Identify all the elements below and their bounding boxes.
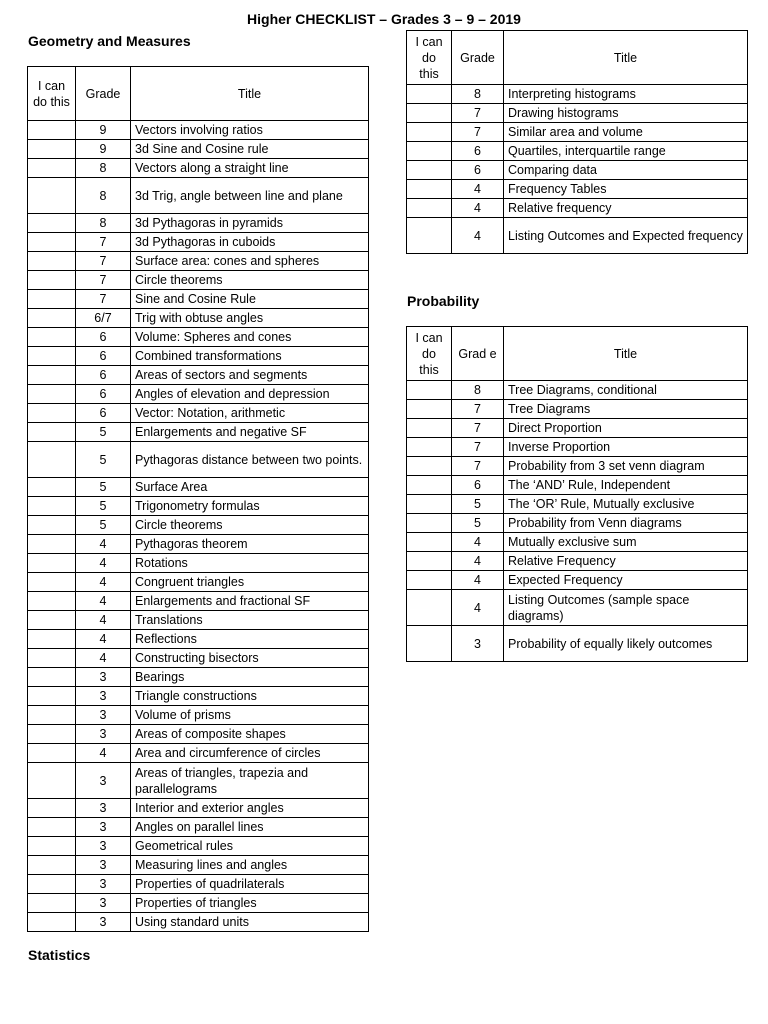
grade-cell: 5 — [76, 516, 131, 535]
topic-title-cell: Using standard units — [131, 913, 369, 932]
grade-cell: 4 — [452, 180, 504, 199]
table-row — [407, 381, 748, 400]
grade-cell: 3 — [76, 725, 131, 744]
table-row — [28, 140, 369, 159]
grade-cell: 3 — [76, 894, 131, 913]
grade-cell: 7 — [452, 123, 504, 142]
i-can-do-this-checkbox[interactable] — [407, 104, 452, 123]
grade-cell: 6 — [452, 142, 504, 161]
i-can-do-this-checkbox[interactable] — [407, 400, 452, 419]
topic-title-cell: Surface Area — [131, 478, 369, 497]
grade-cell: 5 — [452, 514, 504, 533]
topic-title-cell: Area and circumference of circles — [131, 744, 369, 763]
grade-cell: 7 — [76, 252, 131, 271]
table-row — [28, 744, 369, 763]
topic-title-cell: Areas of composite shapes — [131, 725, 369, 744]
i-can-do-this-checkbox[interactable] — [28, 442, 76, 478]
topic-title-cell: Angles of elevation and depression — [131, 385, 369, 404]
grade-cell: 4 — [76, 573, 131, 592]
grade-cell: 7 — [452, 438, 504, 457]
probability-table — [406, 326, 748, 662]
i-can-do-this-checkbox[interactable] — [28, 649, 76, 668]
grade-cell: 4 — [452, 533, 504, 552]
table-row — [28, 894, 369, 913]
i-can-do-this-checkbox[interactable] — [28, 328, 76, 347]
topic-title-cell: Triangle constructions — [131, 687, 369, 706]
table-row — [407, 626, 748, 662]
table-row — [28, 121, 369, 140]
topic-title-cell: Sine and Cosine Rule — [131, 290, 369, 309]
grade-cell: 4 — [452, 571, 504, 590]
grade-cell: 5 — [452, 495, 504, 514]
grade-cell: 6 — [452, 161, 504, 180]
grade-cell: 6 — [76, 366, 131, 385]
grade-cell: 4 — [76, 535, 131, 554]
topic-title-cell: Vectors along a straight line — [131, 159, 369, 178]
table-row — [28, 913, 369, 932]
grade-cell: 4 — [76, 554, 131, 573]
topic-title-cell: 3d Sine and Cosine rule — [131, 140, 369, 159]
table-row — [28, 837, 369, 856]
grade-cell: 7 — [76, 271, 131, 290]
topic-title-cell: Properties of quadrilaterals — [131, 875, 369, 894]
topic-title-cell: Bearings — [131, 668, 369, 687]
topic-title-cell: Properties of triangles — [131, 894, 369, 913]
i-can-do-this-checkbox[interactable] — [28, 856, 76, 875]
table-row — [407, 457, 748, 476]
table-row — [28, 535, 369, 554]
grade-cell: 8 — [76, 159, 131, 178]
table-row — [407, 571, 748, 590]
topic-title-cell: 3d Pythagoras in cuboids — [131, 233, 369, 252]
grade-cell: 5 — [76, 423, 131, 442]
title-column-header: Title — [504, 327, 748, 381]
grade-cell: 7 — [76, 290, 131, 309]
grade-cell: 6 — [76, 385, 131, 404]
table-row — [28, 423, 369, 442]
table-row — [407, 161, 748, 180]
grade-cell: 8 — [452, 85, 504, 104]
table-row — [407, 199, 748, 218]
grade-column-header: Grade — [452, 31, 504, 85]
check-column-header: I can do this — [407, 31, 452, 85]
topic-title-cell: Tree Diagrams — [504, 400, 748, 419]
table-row — [28, 347, 369, 366]
i-can-do-this-checkbox[interactable] — [407, 381, 452, 400]
topic-title-cell: Pythagoras theorem — [131, 535, 369, 554]
table-row — [28, 252, 369, 271]
geometry-section-title: Geometry and Measures — [28, 33, 191, 49]
topic-title-cell: Trig with obtuse angles — [131, 309, 369, 328]
topic-title-cell: 3d Trig, angle between line and plane — [131, 178, 369, 214]
grade-cell: 7 — [452, 419, 504, 438]
table-row — [407, 590, 748, 626]
i-can-do-this-checkbox[interactable] — [28, 573, 76, 592]
topic-title-cell: Angles on parallel lines — [131, 818, 369, 837]
grade-cell: 6 — [452, 476, 504, 495]
i-can-do-this-checkbox[interactable] — [28, 252, 76, 271]
i-can-do-this-checkbox[interactable] — [407, 199, 452, 218]
table-row — [28, 573, 369, 592]
grade-cell: 6/7 — [76, 309, 131, 328]
table-row — [28, 271, 369, 290]
i-can-do-this-checkbox[interactable] — [28, 497, 76, 516]
i-can-do-this-checkbox[interactable] — [28, 404, 76, 423]
i-can-do-this-checkbox[interactable] — [28, 271, 76, 290]
grade-cell: 7 — [76, 233, 131, 252]
table-row — [407, 533, 748, 552]
i-can-do-this-checkbox[interactable] — [407, 626, 452, 662]
topic-title-cell: The ‘AND’ Rule, Independent — [504, 476, 748, 495]
topic-title-cell: Vector: Notation, arithmetic — [131, 404, 369, 423]
grade-cell: 7 — [452, 457, 504, 476]
i-can-do-this-checkbox[interactable] — [28, 309, 76, 328]
topic-title-cell: Combined transformations — [131, 347, 369, 366]
table-row — [28, 290, 369, 309]
i-can-do-this-checkbox[interactable] — [28, 159, 76, 178]
grade-cell: 7 — [452, 400, 504, 419]
table-row — [28, 592, 369, 611]
table-row — [407, 495, 748, 514]
grade-cell: 8 — [452, 381, 504, 400]
grade-cell: 8 — [76, 178, 131, 214]
grade-cell: 3 — [76, 913, 131, 932]
topic-title-cell: Vectors involving ratios — [131, 121, 369, 140]
grade-cell: 3 — [76, 837, 131, 856]
topic-title-cell: Listing Outcomes and Expected frequency — [504, 218, 748, 254]
grade-cell: 6 — [76, 404, 131, 423]
topic-title-cell: Trigonometry formulas — [131, 497, 369, 516]
i-can-do-this-checkbox[interactable] — [28, 121, 76, 140]
topic-title-cell: Inverse Proportion — [504, 438, 748, 457]
table-row — [28, 875, 369, 894]
table-row — [28, 706, 369, 725]
grade-cell: 4 — [76, 744, 131, 763]
topic-title-cell: Interpreting histograms — [504, 85, 748, 104]
topic-title-cell: Circle theorems — [131, 516, 369, 535]
i-can-do-this-checkbox[interactable] — [407, 123, 452, 142]
table-row — [28, 385, 369, 404]
topic-title-cell: Tree Diagrams, conditional — [504, 381, 748, 400]
topic-title-cell: Pythagoras distance between two points. — [131, 442, 369, 478]
grade-cell: 4 — [76, 649, 131, 668]
topic-title-cell: Direct Proportion — [504, 419, 748, 438]
i-can-do-this-checkbox[interactable] — [28, 214, 76, 233]
grade-cell: 3 — [76, 875, 131, 894]
grade-cell: 4 — [76, 611, 131, 630]
topic-title-cell: Enlargements and negative SF — [131, 423, 369, 442]
topic-title-cell: Enlargements and fractional SF — [131, 592, 369, 611]
i-can-do-this-checkbox[interactable] — [407, 514, 452, 533]
i-can-do-this-checkbox[interactable] — [28, 478, 76, 497]
table-row — [28, 649, 369, 668]
table-row — [28, 497, 369, 516]
grade-cell: 5 — [76, 497, 131, 516]
grade-column-header: Grad e — [452, 327, 504, 381]
table-row — [28, 159, 369, 178]
i-can-do-this-checkbox[interactable] — [28, 837, 76, 856]
i-can-do-this-checkbox[interactable] — [407, 495, 452, 514]
table-row — [407, 514, 748, 533]
i-can-do-this-checkbox[interactable] — [28, 233, 76, 252]
topic-title-cell: Frequency Tables — [504, 180, 748, 199]
table-row — [407, 419, 748, 438]
check-column-header: I can do this — [407, 327, 452, 381]
i-can-do-this-checkbox[interactable] — [28, 725, 76, 744]
grade-cell: 4 — [452, 590, 504, 626]
i-can-do-this-checkbox[interactable] — [28, 178, 76, 214]
topic-title-cell: Mutually exclusive sum — [504, 533, 748, 552]
grade-column-header: Grade — [76, 67, 131, 121]
geometry-table — [27, 66, 369, 932]
i-can-do-this-checkbox[interactable] — [28, 687, 76, 706]
i-can-do-this-checkbox[interactable] — [407, 161, 452, 180]
i-can-do-this-checkbox[interactable] — [28, 366, 76, 385]
table-row — [28, 856, 369, 875]
i-can-do-this-checkbox[interactable] — [28, 875, 76, 894]
i-can-do-this-checkbox[interactable] — [407, 218, 452, 254]
topic-title-cell: Translations — [131, 611, 369, 630]
table-row — [28, 404, 369, 423]
table-row — [28, 725, 369, 744]
table-row — [407, 142, 748, 161]
topic-title-cell: Volume of prisms — [131, 706, 369, 725]
grade-cell: 4 — [452, 552, 504, 571]
grade-cell: 6 — [76, 328, 131, 347]
topic-title-cell: Reflections — [131, 630, 369, 649]
i-can-do-this-checkbox[interactable] — [28, 818, 76, 837]
i-can-do-this-checkbox[interactable] — [28, 385, 76, 404]
topic-title-cell: Volume: Spheres and cones — [131, 328, 369, 347]
i-can-do-this-checkbox[interactable] — [407, 476, 452, 495]
topic-title-cell: Circle theorems — [131, 271, 369, 290]
grade-cell: 8 — [76, 214, 131, 233]
i-can-do-this-checkbox[interactable] — [28, 744, 76, 763]
table-row — [28, 763, 369, 799]
i-can-do-this-checkbox[interactable] — [407, 590, 452, 626]
grade-cell: 4 — [76, 592, 131, 611]
i-can-do-this-checkbox[interactable] — [28, 535, 76, 554]
i-can-do-this-checkbox[interactable] — [28, 140, 76, 159]
topic-title-cell: The ‘OR’ Rule, Mutually exclusive — [504, 495, 748, 514]
topic-title-cell: Expected Frequency — [504, 571, 748, 590]
topic-title-cell: Congruent triangles — [131, 573, 369, 592]
table-row — [28, 328, 369, 347]
page-title: Higher CHECKLIST – Grades 3 – 9 – 2019 — [247, 11, 521, 27]
i-can-do-this-checkbox[interactable] — [28, 913, 76, 932]
table-row — [28, 668, 369, 687]
i-can-do-this-checkbox[interactable] — [407, 419, 452, 438]
topic-title-cell: Probability from Venn diagrams — [504, 514, 748, 533]
table-row — [28, 309, 369, 328]
grade-cell: 3 — [76, 706, 131, 725]
grade-cell: 3 — [76, 763, 131, 799]
grade-cell: 4 — [452, 199, 504, 218]
grade-cell: 5 — [76, 478, 131, 497]
grade-cell: 3 — [76, 856, 131, 875]
table-row — [407, 218, 748, 254]
topic-title-cell: Probability of equally likely outcomes — [504, 626, 748, 662]
topic-title-cell: 3d Pythagoras in pyramids — [131, 214, 369, 233]
table-row — [28, 478, 369, 497]
table-row — [28, 799, 369, 818]
i-can-do-this-checkbox[interactable] — [28, 423, 76, 442]
i-can-do-this-checkbox[interactable] — [28, 554, 76, 573]
topic-title-cell: Relative frequency — [504, 199, 748, 218]
table-row — [28, 687, 369, 706]
topic-title-cell: Areas of triangles, trapezia and parallelograms — [131, 763, 369, 799]
i-can-do-this-checkbox[interactable] — [28, 799, 76, 818]
table-row — [28, 630, 369, 649]
i-can-do-this-checkbox[interactable] — [28, 592, 76, 611]
i-can-do-this-checkbox[interactable] — [28, 347, 76, 366]
grade-cell: 7 — [452, 104, 504, 123]
table-row — [28, 554, 369, 573]
table-row — [28, 516, 369, 535]
i-can-do-this-checkbox[interactable] — [28, 763, 76, 799]
i-can-do-this-checkbox[interactable] — [407, 457, 452, 476]
table-row — [407, 476, 748, 495]
grade-cell: 4 — [76, 630, 131, 649]
table-row — [407, 400, 748, 419]
grade-cell: 3 — [76, 668, 131, 687]
table-row — [407, 123, 748, 142]
topic-title-cell: Areas of sectors and segments — [131, 366, 369, 385]
grade-cell: 4 — [452, 218, 504, 254]
probability-section-title: Probability — [407, 293, 480, 309]
topic-title-cell: Constructing bisectors — [131, 649, 369, 668]
topic-title-cell: Measuring lines and angles — [131, 856, 369, 875]
grade-cell: 3 — [76, 818, 131, 837]
grade-cell: 9 — [76, 121, 131, 140]
topic-title-cell: Geometrical rules — [131, 837, 369, 856]
table-row — [28, 178, 369, 214]
i-can-do-this-checkbox[interactable] — [407, 438, 452, 457]
grade-cell: 3 — [452, 626, 504, 662]
title-column-header: Title — [131, 67, 369, 121]
table-row — [28, 818, 369, 837]
table-row — [407, 85, 748, 104]
grade-cell: 3 — [76, 799, 131, 818]
table-row — [407, 552, 748, 571]
i-can-do-this-checkbox[interactable] — [28, 706, 76, 725]
statistics-section-title: Statistics — [28, 947, 91, 963]
table-row — [28, 366, 369, 385]
grade-cell: 9 — [76, 140, 131, 159]
statistics-table — [406, 30, 748, 254]
check-column-header: I can do this — [28, 67, 76, 121]
i-can-do-this-checkbox[interactable] — [28, 290, 76, 309]
i-can-do-this-checkbox[interactable] — [28, 630, 76, 649]
i-can-do-this-checkbox[interactable] — [28, 611, 76, 630]
table-row — [28, 214, 369, 233]
topic-title-cell: Surface area: cones and spheres — [131, 252, 369, 271]
grade-cell: 5 — [76, 442, 131, 478]
topic-title-cell: Comparing data — [504, 161, 748, 180]
title-column-header: Title — [504, 31, 748, 85]
i-can-do-this-checkbox[interactable] — [407, 533, 452, 552]
topic-title-cell: Relative Frequency — [504, 552, 748, 571]
i-can-do-this-checkbox[interactable] — [407, 85, 452, 104]
topic-title-cell: Rotations — [131, 554, 369, 573]
table-row — [407, 104, 748, 123]
i-can-do-this-checkbox[interactable] — [28, 894, 76, 913]
i-can-do-this-checkbox[interactable] — [407, 552, 452, 571]
grade-cell: 3 — [76, 687, 131, 706]
table-row — [407, 438, 748, 457]
i-can-do-this-checkbox[interactable] — [28, 516, 76, 535]
i-can-do-this-checkbox[interactable] — [407, 571, 452, 590]
table-row — [28, 611, 369, 630]
topic-title-cell: Similar area and volume — [504, 123, 748, 142]
grade-cell: 6 — [76, 347, 131, 366]
table-row — [28, 442, 369, 478]
topic-title-cell: Listing Outcomes (sample space diagrams) — [504, 590, 748, 626]
table-row — [407, 180, 748, 199]
topic-title-cell: Drawing histograms — [504, 104, 748, 123]
topic-title-cell: Quartiles, interquartile range — [504, 142, 748, 161]
i-can-do-this-checkbox[interactable] — [28, 668, 76, 687]
topic-title-cell: Probability from 3 set venn diagram — [504, 457, 748, 476]
topic-title-cell: Interior and exterior angles — [131, 799, 369, 818]
table-row — [28, 233, 369, 252]
i-can-do-this-checkbox[interactable] — [407, 142, 452, 161]
i-can-do-this-checkbox[interactable] — [407, 180, 452, 199]
